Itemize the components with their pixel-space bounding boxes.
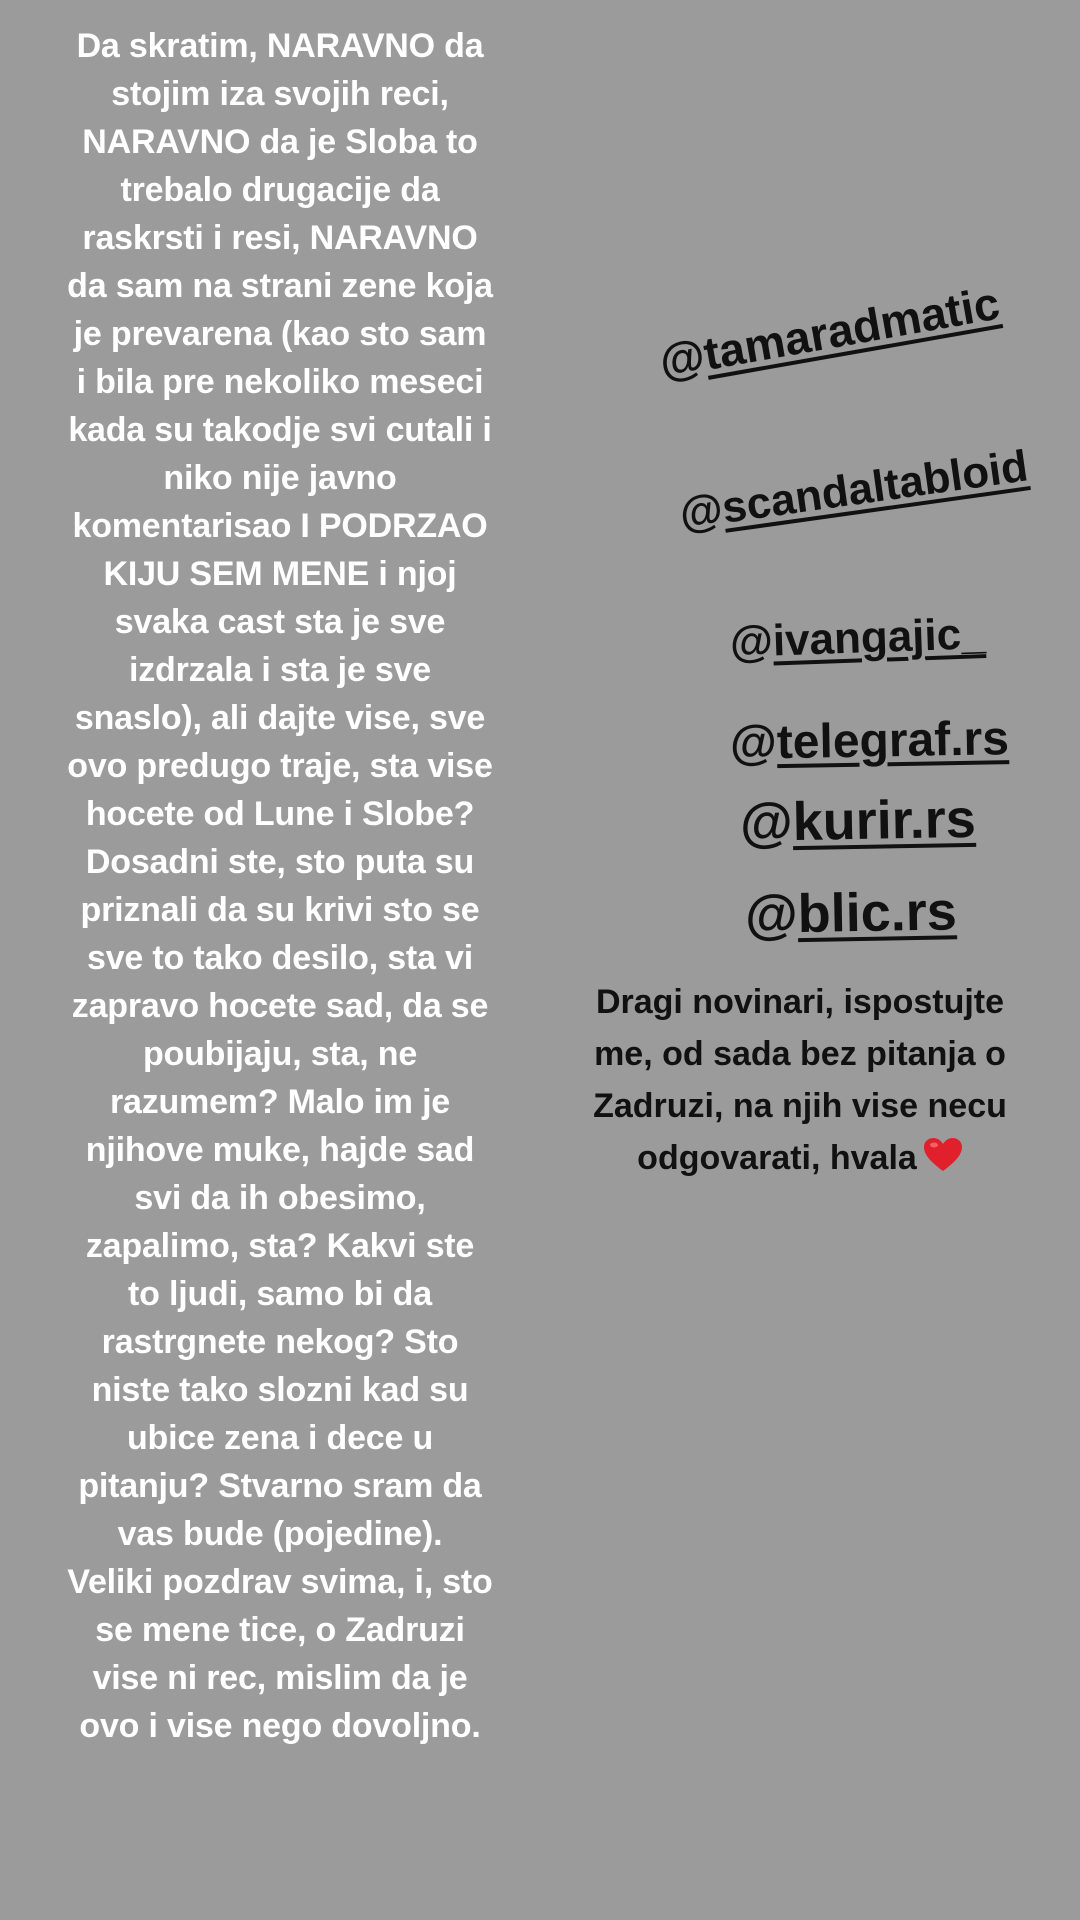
story-text-line: kada su takodje svi cutali i: [68, 411, 492, 449]
mention-handle: tamaradmatic: [699, 276, 1004, 380]
story-text-line: snaslo), ali dajte vise, sve: [74, 699, 486, 737]
story-text-line: KIJU SEM MENE i njoj: [103, 555, 457, 593]
story-text-line: i bila pre nekoliko meseci: [76, 363, 484, 401]
mention-at: @: [655, 328, 709, 388]
mention-handle: telegraf.rs: [776, 712, 1010, 770]
mention-tag-kurir[interactable]: [739, 788, 976, 854]
mention-at: @: [729, 716, 778, 770]
story-text-line: ubice zena i dece u: [126, 1419, 434, 1457]
story-text-line: izdrzala i sta je sve: [129, 651, 431, 689]
story-text-line: sve to tako desilo, sta vi: [87, 939, 473, 977]
mention-at: @: [729, 616, 774, 667]
red-heart-icon: [923, 1137, 963, 1173]
story-text-line: hocete od Lune i Slobe?: [85, 795, 475, 833]
story-text-line: njihove muke, hajde sad: [85, 1131, 475, 1169]
note-line: Dragi novinari, ispostujte: [595, 983, 1005, 1021]
story-text-line: Veliki pozdrav svima, i, sto: [67, 1563, 493, 1601]
story-text-line: razumem? Malo im je: [109, 1083, 451, 1121]
story-text-block: [30, 22, 530, 1750]
mention-tag-telegraf[interactable]: [730, 711, 1010, 771]
story-text-line: raskrsti i resi, NARAVNO: [82, 219, 478, 257]
mention-tag-blic[interactable]: [744, 880, 957, 946]
note-last-line: [530, 1132, 1070, 1184]
mention-tag-scandaltabloid[interactable]: [677, 441, 1032, 539]
mention-handle: kurir.rs: [792, 788, 977, 853]
mention-at: @: [739, 792, 794, 853]
story-text-line: je prevarena (kao sto sam: [73, 315, 487, 353]
story-text-line: Dosadni ste, sto puta su: [85, 843, 475, 881]
mention-handle: scandaltabloid: [719, 441, 1031, 533]
story-text-line: ovo predugo traje, sta vise: [67, 747, 493, 785]
story-text-line: se mene tice, o Zadruzi: [95, 1611, 465, 1649]
story-text-line: niste tako slozni kad su: [91, 1371, 469, 1409]
mention-handle: blic.rs: [797, 881, 958, 945]
note-line: Zadruzi, na njih vise necu: [593, 1087, 1007, 1125]
story-text-line: zapravo hocete sad, da se: [71, 987, 489, 1025]
story-text-line: to ljudi, samo bi da: [128, 1275, 432, 1313]
story-text-line: stojim iza svojih reci,: [111, 75, 449, 113]
story-text-line: niko nije javno: [163, 459, 397, 497]
story-text-line: rastrgnete nekog? Sto: [101, 1323, 459, 1361]
mention-tag-tamaradmatic[interactable]: [655, 276, 1003, 389]
mention-at: @: [676, 484, 726, 539]
story-text-line: svaka cast sta je sve: [114, 603, 446, 641]
mention-tag-ivangajic[interactable]: [729, 609, 986, 668]
story-text-line: ovo i vise nego dovoljno.: [79, 1707, 481, 1745]
note-line: odgovarati, hvala: [637, 1139, 917, 1177]
mention-at: @: [744, 884, 799, 945]
story-text-line: vas bude (pojedine).: [117, 1515, 443, 1553]
note-to-journalists: [530, 976, 1070, 1184]
story-text-line: komentarisao I PODRZAO: [72, 507, 488, 545]
story-text-line: poubijaju, sta, ne: [142, 1035, 418, 1073]
story-text-line: trebalo drugacije da: [120, 171, 440, 209]
story-text-line: pitanju? Stvarno sram da: [78, 1467, 482, 1505]
story-text-line: vise ni rec, mislim da je: [92, 1659, 468, 1697]
story-text-line: da sam na strani zene koja: [67, 267, 493, 305]
story-text-line: Da skratim, NARAVNO da: [76, 27, 484, 65]
story-text-line: svi da ih obesimo,: [134, 1179, 426, 1217]
story-text-line: priznali da su krivi sto se: [80, 891, 480, 929]
mention-handle: ivangajic_: [772, 609, 987, 666]
note-line: me, od sada bez pitanja o: [594, 1035, 1006, 1073]
story-text-line: zapalimo, sta? Kakvi ste: [85, 1227, 475, 1265]
story-text-line: NARAVNO da je Sloba to: [82, 123, 478, 161]
